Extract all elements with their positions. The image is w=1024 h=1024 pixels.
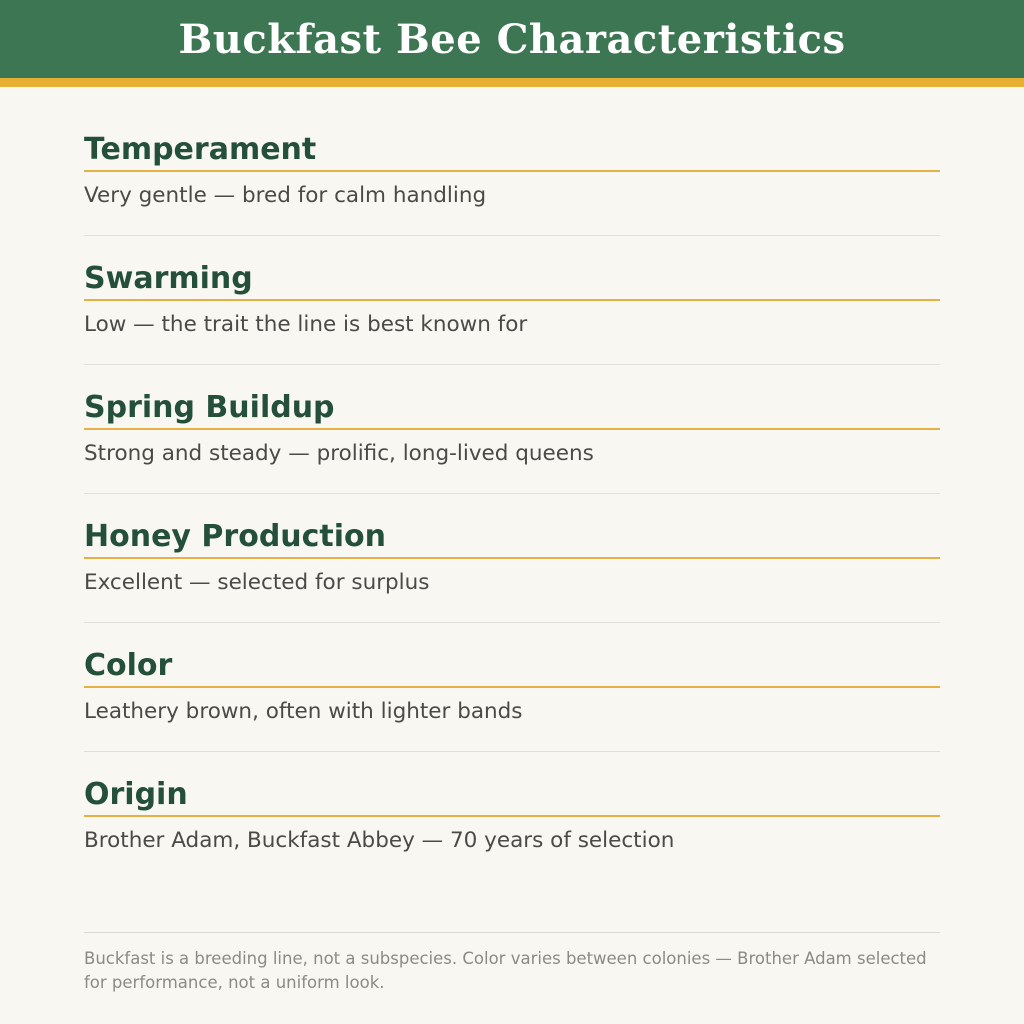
trait-temperament <box>84 133 940 262</box>
trait-swarming <box>84 262 940 391</box>
trait-divider <box>84 751 940 752</box>
footer-divider <box>84 932 940 933</box>
trait-description: Brother Adam, Buckfast Abbey — 70 years of selection <box>84 828 675 853</box>
trait-description: Strong and steady — prolific, long-lived queens <box>84 441 594 466</box>
trait-divider <box>84 493 940 494</box>
trait-title: Swarming <box>84 261 253 296</box>
trait-underline <box>84 815 940 817</box>
trait-description: Leathery brown, often with lighter bands <box>84 699 523 724</box>
trait-underline <box>84 170 940 172</box>
trait-title: Temperament <box>84 132 317 167</box>
trait-underline <box>84 299 940 301</box>
trait-spring-buildup <box>84 391 940 520</box>
trait-underline <box>84 686 940 688</box>
trait-title: Color <box>84 648 173 683</box>
trait-divider <box>84 622 940 623</box>
trait-divider <box>84 235 940 236</box>
trait-title: Honey Production <box>84 519 387 554</box>
page-title: Buckfast Bee Characteristics <box>178 15 846 63</box>
trait-color <box>84 649 940 778</box>
trait-title: Spring Buildup <box>84 390 335 425</box>
header-bar <box>0 0 1024 78</box>
trait-origin <box>84 778 940 907</box>
footer-note: Buckfast is a breeding line, not a subspecies. Color varies between colonies — Brother Adam selected for performance, not a uniform look. <box>84 949 927 992</box>
trait-honey-production <box>84 520 940 649</box>
trait-description: Very gentle — bred for calm handling <box>84 183 487 208</box>
trait-underline <box>84 428 940 430</box>
trait-description: Excellent — selected for surplus <box>84 570 430 595</box>
trait-title: Origin <box>84 777 188 812</box>
trait-underline <box>84 557 940 559</box>
trait-description: Low — the trait the line is best known for <box>84 312 528 337</box>
header-accent-stripe <box>0 78 1024 87</box>
trait-divider <box>84 364 940 365</box>
